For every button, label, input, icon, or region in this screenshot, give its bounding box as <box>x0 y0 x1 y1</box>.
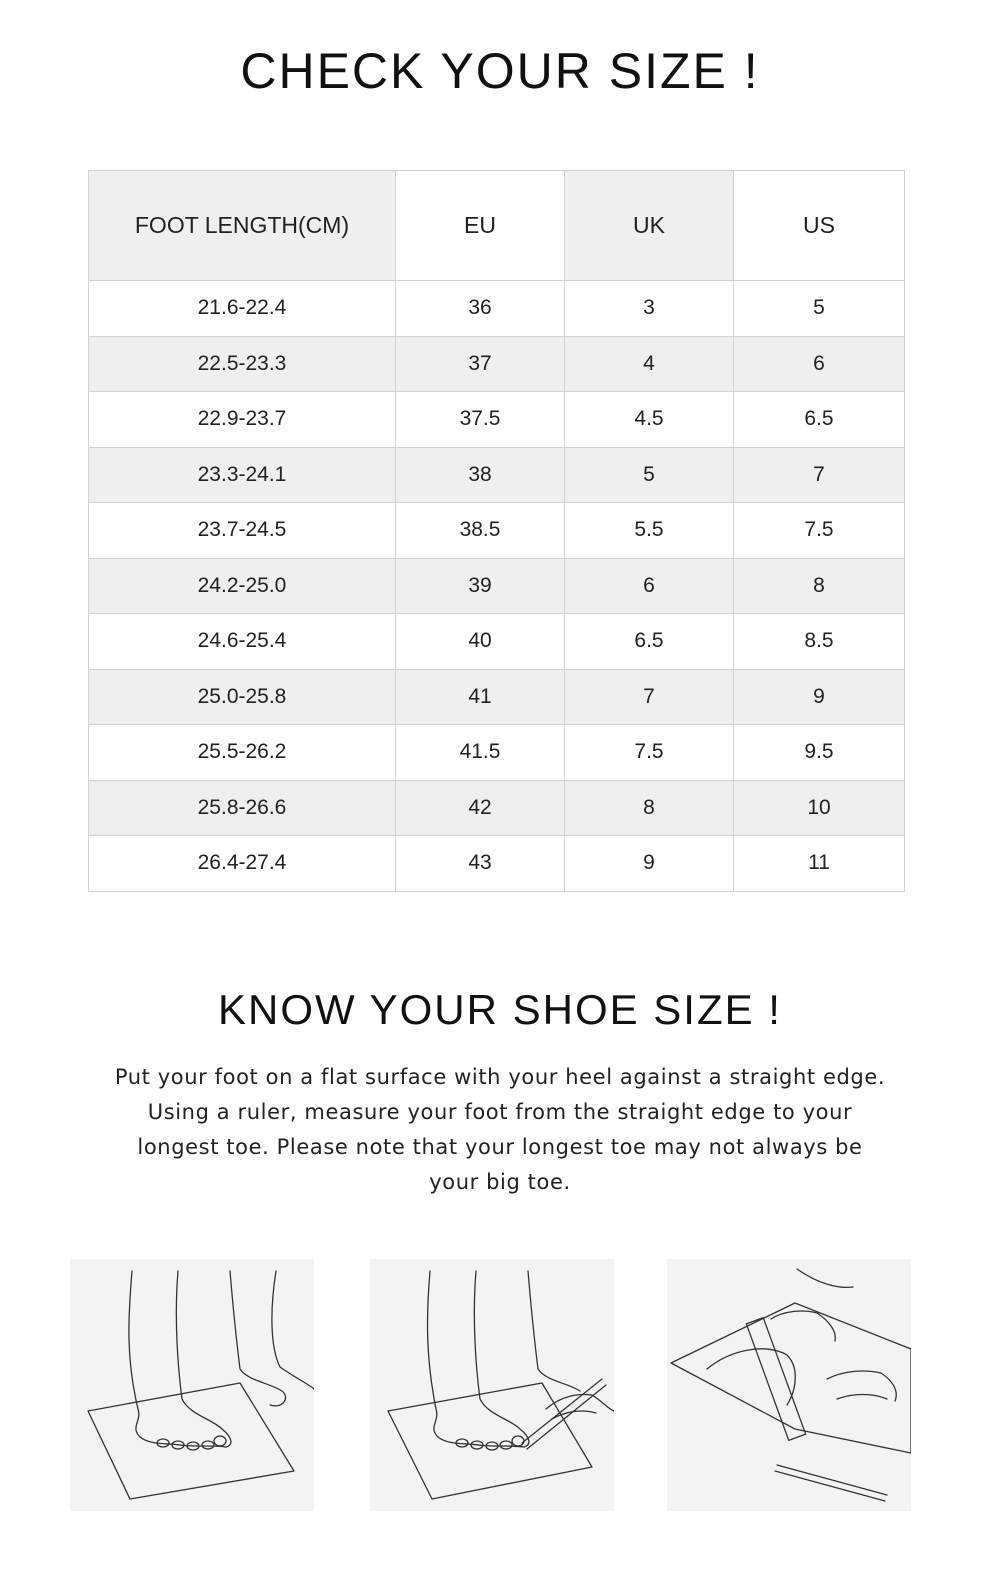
table-row <box>89 503 905 559</box>
uk-size-cell: 4.5 <box>565 392 734 448</box>
table-row <box>89 447 905 503</box>
column-header-foot-length: FOOT LENGTH(CM) <box>89 171 396 281</box>
measurement-instructions: Put your foot on a flat surface with your heel against a straight edge. Using a ruler, measure your foot from the straight edge to your longest toe. Please note that your longest toe may not always be your big toe. <box>114 1065 886 1194</box>
us-size-cell: 6 <box>734 336 905 392</box>
eu-size-cell: 42 <box>396 780 565 836</box>
illustration-step-1 <box>70 1259 314 1511</box>
us-size-cell: 11 <box>734 836 905 892</box>
foot-length-cell: 22.9-23.7 <box>89 392 396 448</box>
table-row <box>89 558 905 614</box>
illustration-step-3 <box>667 1259 911 1511</box>
foot-length-cell: 24.2-25.0 <box>89 558 396 614</box>
eu-size-cell: 36 <box>396 281 565 337</box>
us-size-cell: 7.5 <box>734 503 905 559</box>
table-row <box>89 836 905 892</box>
us-size-cell: 5 <box>734 281 905 337</box>
eu-size-cell: 39 <box>396 558 565 614</box>
us-size-cell: 8.5 <box>734 614 905 670</box>
uk-size-cell: 5.5 <box>565 503 734 559</box>
section-title: KNOW YOUR SHOE SIZE ! <box>218 986 782 1033</box>
column-header-eu: EU <box>396 171 565 281</box>
table-row <box>89 725 905 781</box>
uk-size-cell: 6 <box>565 558 734 614</box>
table-row <box>89 281 905 337</box>
page-title: CHECK YOUR SIZE ! <box>240 43 760 99</box>
uk-size-cell: 9 <box>565 836 734 892</box>
table-row <box>89 392 905 448</box>
table-row <box>89 669 905 725</box>
foot-length-cell: 25.5-26.2 <box>89 725 396 781</box>
us-size-cell: 9 <box>734 669 905 725</box>
eu-size-cell: 43 <box>396 836 565 892</box>
eu-size-cell: 37 <box>396 336 565 392</box>
foot-length-cell: 25.0-25.8 <box>89 669 396 725</box>
uk-size-cell: 5 <box>565 447 734 503</box>
eu-size-cell: 41 <box>396 669 565 725</box>
trace-foot-outline-icon <box>370 1259 614 1511</box>
uk-size-cell: 8 <box>565 780 734 836</box>
uk-size-cell: 7 <box>565 669 734 725</box>
table-row <box>89 336 905 392</box>
us-size-cell: 9.5 <box>734 725 905 781</box>
foot-length-cell: 23.7-24.5 <box>89 503 396 559</box>
table-header-row <box>89 171 905 281</box>
table-row <box>89 614 905 670</box>
column-header-us: US <box>734 171 905 281</box>
us-size-cell: 7 <box>734 447 905 503</box>
eu-size-cell: 40 <box>396 614 565 670</box>
us-size-cell: 6.5 <box>734 392 905 448</box>
eu-size-cell: 38 <box>396 447 565 503</box>
foot-length-cell: 21.6-22.4 <box>89 281 396 337</box>
foot-length-cell: 26.4-27.4 <box>89 836 396 892</box>
illustration-step-2 <box>370 1259 614 1511</box>
eu-size-cell: 41.5 <box>396 725 565 781</box>
eu-size-cell: 38.5 <box>396 503 565 559</box>
foot-on-paper-icon <box>70 1259 314 1511</box>
table-row <box>89 780 905 836</box>
column-header-uk: UK <box>565 171 734 281</box>
foot-length-cell: 23.3-24.1 <box>89 447 396 503</box>
measure-with-ruler-icon <box>667 1259 911 1511</box>
foot-length-cell: 24.6-25.4 <box>89 614 396 670</box>
size-chart-table <box>88 170 905 892</box>
us-size-cell: 10 <box>734 780 905 836</box>
uk-size-cell: 7.5 <box>565 725 734 781</box>
foot-length-cell: 25.8-26.6 <box>89 780 396 836</box>
uk-size-cell: 4 <box>565 336 734 392</box>
uk-size-cell: 3 <box>565 281 734 337</box>
uk-size-cell: 6.5 <box>565 614 734 670</box>
foot-length-cell: 22.5-23.3 <box>89 336 396 392</box>
us-size-cell: 8 <box>734 558 905 614</box>
eu-size-cell: 37.5 <box>396 392 565 448</box>
